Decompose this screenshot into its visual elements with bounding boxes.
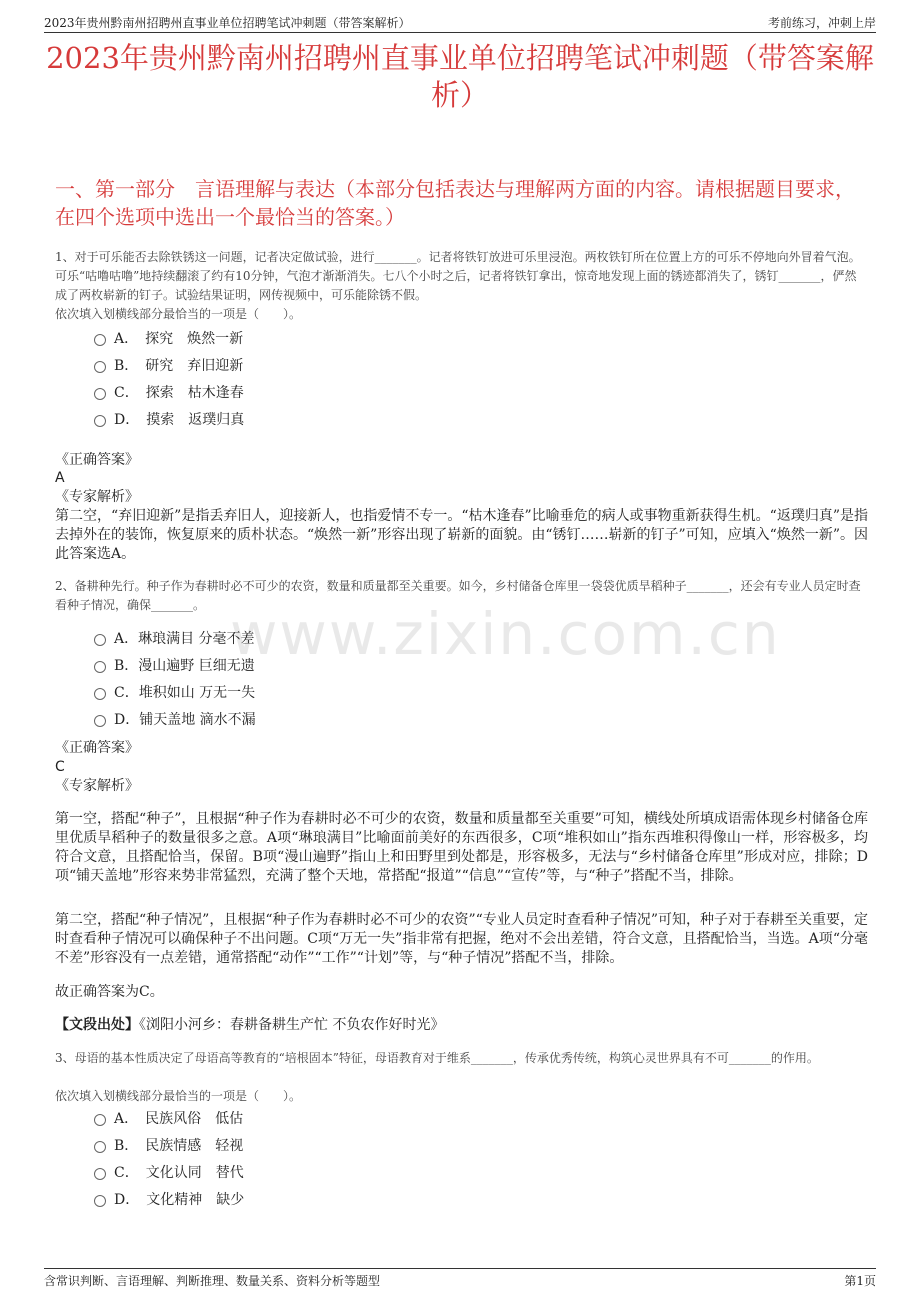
option-a[interactable]: A． 探究 焕然一新: [94, 324, 244, 351]
option-c[interactable]: C． 探索 枯木逢春: [94, 378, 244, 405]
radio-icon[interactable]: [94, 388, 106, 400]
page-footer: [44, 1268, 876, 1289]
option-b[interactable]: B． 民族情感 轻视: [94, 1131, 244, 1158]
answer-value: A: [55, 470, 65, 486]
analysis-paragraph-1: 第一空，搭配“种子”，且根据“种子作为春耕时必不可少的农资，数量和质量都至关重要”可知，横线处所填成语需体现乡村储备仓库里优质旱稻种子的数量很多之意。A项“琳琅满目”比喻面前美好的东西很多，C项“堆积如山”指东西堆积得像山一样，形容极多，均符合文意，且搭配恰当，保留。B项“漫山遍野”指山上和田野里到处都是，形容极多，无法与“乡村储备仓库里”形成对应，排除；D项“铺天盖地”形容来势非常猛烈，充满了整个天地，常搭配“报道”“信息”“宣传”等，与“种子”搭配不当，排除。: [55, 811, 868, 884]
option-d[interactable]: D． 文化精神 缺少: [94, 1185, 244, 1212]
answer-value: C: [55, 759, 65, 775]
radio-icon[interactable]: [94, 1114, 106, 1126]
option-d[interactable]: D．铺天盖地 滴水不漏: [94, 705, 256, 732]
question-3-text: 3、母语的基本性质决定了母语高等教育的“培根固本”特征，母语教育对于维系_______，传承优秀传统，构筑心灵世界具有不可_______的作用。: [55, 1051, 819, 1065]
radio-icon[interactable]: [94, 334, 106, 346]
section-heading: 一、第一部分 言语理解与表达（本部分包括表达与理解两方面的内容。请根据题目要求，在四个选项中选出一个最恰当的答案。）: [55, 177, 855, 229]
header-doc-title: 2023年贵州黔南州招聘州直事业单位招聘笔试冲刺题（带答案解析）: [44, 16, 411, 30]
radio-icon[interactable]: [94, 1141, 106, 1153]
radio-icon[interactable]: [94, 415, 106, 427]
header-slogan: 考前练习，冲刺上岸: [767, 16, 876, 30]
question-3-prompt: 依次填入划横线部分最恰当的一项是（ ）。: [55, 1089, 302, 1103]
analysis-label: 《专家解析》: [55, 489, 139, 505]
option-d[interactable]: D． 摸索 返璞归真: [94, 405, 244, 432]
source-line: [55, 1016, 868, 1035]
radio-icon[interactable]: [94, 1195, 106, 1207]
question-1-prompt: 依次填入划横线部分最恰当的一项是（ ）。: [55, 307, 302, 321]
radio-icon[interactable]: [94, 1168, 106, 1180]
option-a[interactable]: A．琳琅满目 分毫不差: [94, 624, 256, 651]
option-c[interactable]: C． 文化认同 替代: [94, 1158, 244, 1185]
conclusion: 故正确答案为C。: [55, 984, 164, 1000]
option-a[interactable]: A． 民族风俗 低估: [94, 1104, 244, 1131]
option-b[interactable]: B． 研究 弃旧迎新: [94, 351, 244, 378]
question-1-options: [94, 324, 244, 432]
question-1-text: 1、对于可乐能否去除铁锈这一问题，记者决定做试验，进行_______。记者将铁钉放进可乐里浸泡。两枚铁钉所在位置上方的可乐不停地向外冒着气泡。可乐“咕噜咕噜”地持续翻滚了约有10分钟，气泡才渐渐消失。七八个小时之后，记者将铁钉拿出，惊奇地发现上面的锈迹都消失了，锈钉_______，俨然成了两枚崭新的钉子。试验结果证明，网传视频中，可乐能除锈不假。: [55, 250, 861, 302]
source-title: 《浏阳小河乡：春耕备耕生产忙 不负农作好时光》: [139, 1017, 445, 1033]
radio-icon[interactable]: [94, 661, 106, 673]
radio-icon[interactable]: [94, 634, 106, 646]
analysis-paragraph-2: 第二空，搭配“种子情况”，且根据“种子作为春耕时必不可少的农资”“专业人员定时查看种子情况”可知，种子对于春耕至关重要，定时查看种子情况可以确保种子不出问题。C项“万无一失”指非常有把握，绝对不会出差错，符合文意，且搭配恰当，当选。A项“分毫不差”形容没有一点差错，通常搭配“动作”“工作”“计划”等，与“种子情况”搭配不当，排除。: [55, 912, 868, 966]
radio-icon[interactable]: [94, 715, 106, 727]
watermark: www.zixin.com.cn: [230, 600, 781, 668]
question-2-text: 2、备耕种先行。种子作为春耕时必不可少的农资，数量和质量都至关重要。如今，乡村储备仓库里一袋袋优质旱稻种子_______，还会有专业人员定时查看种子情况，确保_______。: [55, 579, 861, 612]
analysis-label: 《专家解析》: [55, 778, 139, 794]
question-2-options: [94, 624, 256, 732]
option-c[interactable]: C．堆积如山 万无一失: [94, 678, 256, 705]
answer-label: 《正确答案》: [55, 452, 139, 468]
page-header: [44, 12, 876, 33]
page-title: 2023年贵州黔南州招聘州直事业单位招聘笔试冲刺题（带答案解析）: [46, 41, 874, 112]
page-number: 第1页: [844, 1274, 876, 1288]
question-3-options: [94, 1104, 244, 1212]
footer-note: 含常识判断、言语理解、判断推理、数量关系、资料分析等题型: [44, 1274, 381, 1288]
option-b[interactable]: B．漫山遍野 巨细无遗: [94, 651, 256, 678]
analysis-text: 第二空，“弃旧迎新”是指丢弃旧人，迎接新人，也指爱情不专一。“枯木逢春”比喻垂危的病人或事物重新获得生机。“返璞归真”是指去掉外在的装饰，恢复原来的质朴状态。“焕然一新”形容出现了崭新的面貌。由“锈钉……崭新的钉子”可知，应填入“焕然一新”。因此答案选A。: [55, 508, 868, 562]
radio-icon[interactable]: [94, 361, 106, 373]
source-tag: 【文段出处】: [55, 1017, 139, 1033]
radio-icon[interactable]: [94, 688, 106, 700]
answer-label: 《正确答案》: [55, 740, 139, 756]
